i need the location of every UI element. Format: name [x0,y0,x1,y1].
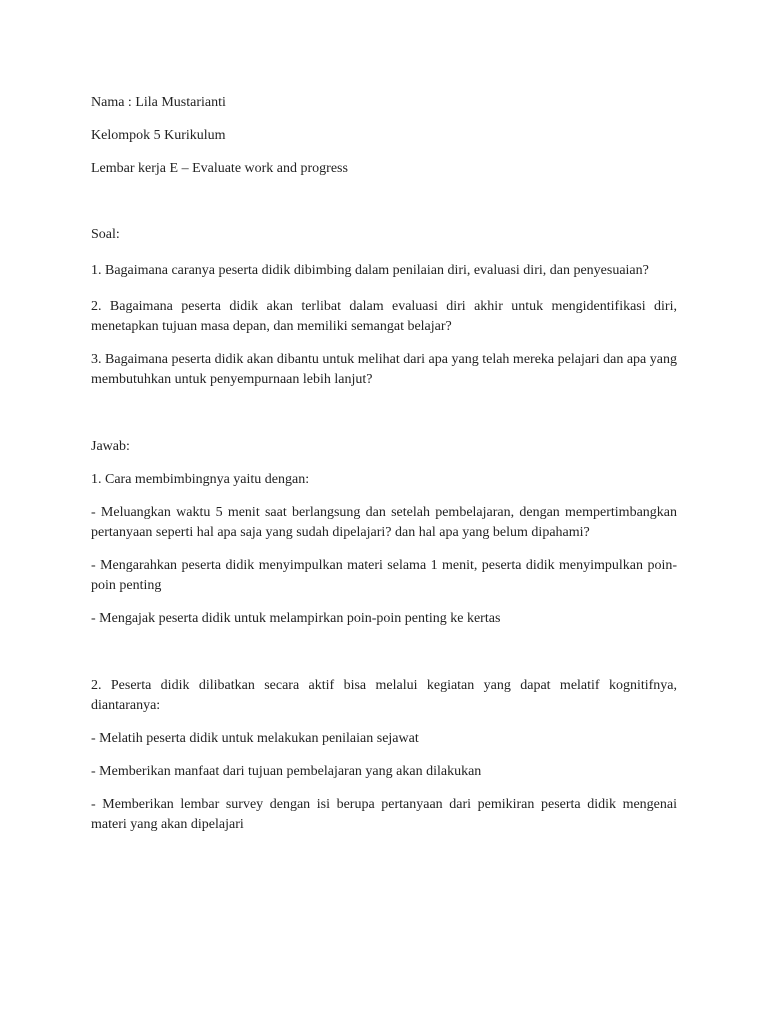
answer-1-point-2: - Mengarahkan peserta didik menyimpulkan materi selama 1 menit, peserta didik menyimpulkan poin-poin penting [91,558,677,593]
group-name: Kelompok 5 Kurikulum [91,128,226,143]
answer-2-point-3: - Memberikan lembar survey dengan isi berupa pertanyaan dari pemikiran peserta didik mengenai materi yang akan dipelajari [91,797,677,832]
question-3: 3. Bagaimana peserta didik akan dibantu untuk melihat dari apa yang telah mereka pelajari dan apa yang membutuhkan untuk penyempurnaan lebih lanjut? [91,352,677,387]
answer-2-intro: 2. Peserta didik dilibatkan secara aktif bisa melalui kegiatan yang dapat melatif kognitifnya, diantaranya: [91,678,677,713]
worksheet-title: Lembar kerja E – Evaluate work and progress [91,161,348,176]
answer-1-point-3: - Mengajak peserta didik untuk melampirkan poin-poin penting ke kertas [91,611,501,626]
answer-1-point-1: - Meluangkan waktu 5 menit saat berlangsung dan setelah pembelajaran, dengan mempertimbangkan pertanyaan seperti hal apa saja yang sudah dipelajari? dan hal apa yang belum dipahami? [91,505,677,540]
document-body [91,93,677,835]
soal-heading: Soal: [91,227,120,242]
student-name: Nama : Lila Mustarianti [91,95,226,110]
answer-2-point-1: - Melatih peserta didik untuk melakukan penilaian sejawat [91,731,419,746]
jawab-heading: Jawab: [91,439,130,454]
question-1: 1. Bagaimana caranya peserta didik dibimbing dalam penilaian diri, evaluasi diri, dan penyesuaian? [91,263,649,278]
answer-2-point-2: - Memberikan manfaat dari tujuan pembelajaran yang akan dilakukan [91,764,482,779]
question-2: 2. Bagaimana peserta didik akan terlibat dalam evaluasi diri akhir untuk mengidentifikasi diri, menetapkan tujuan masa depan, dan memiliki semangat belajar? [91,299,677,334]
answer-1-intro: 1. Cara membimbingnya yaitu dengan: [91,472,310,487]
